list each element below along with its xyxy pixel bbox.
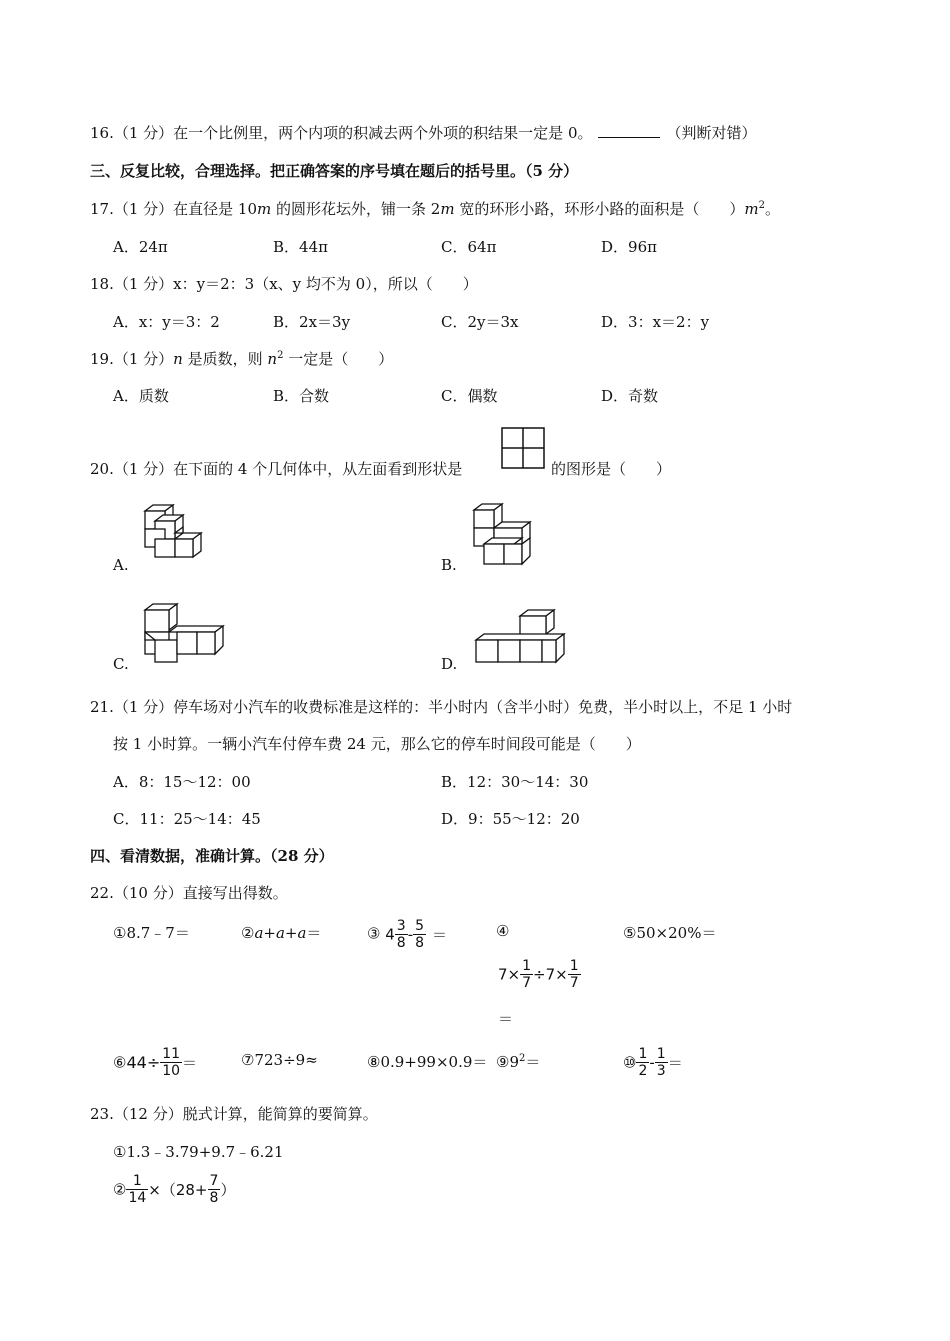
denominator: 10 (162, 1063, 181, 1079)
equals-sign: ＝ (667, 1054, 683, 1072)
numerator: 3 (396, 918, 406, 934)
q17-option-b[interactable]: B．44π (273, 238, 328, 256)
answer-blank[interactable] (598, 123, 660, 138)
q19-option-b[interactable]: B．合数 (273, 387, 330, 405)
numerator: 1 (569, 958, 579, 974)
cube-shape-d-icon (474, 608, 566, 666)
fraction (413, 918, 426, 951)
question-16 (90, 122, 757, 143)
fraction (568, 958, 581, 991)
question-23: 23.（12 分）脱式计算，能简算的要简算。 (90, 1105, 378, 1123)
numerator: 5 (415, 918, 425, 934)
q22-item-2-expr: a+a+a (254, 924, 307, 942)
numerator: 1 (638, 1046, 648, 1062)
q20-option-b-label[interactable]: B. (441, 556, 457, 574)
q23-item-2-mark: ② (113, 1180, 127, 1199)
q22-item-10 (623, 1046, 683, 1079)
minus-sign: - (407, 925, 414, 944)
q17-text-b: 的圆形花坛外，铺一条 2 (271, 200, 441, 218)
cube-shape-a-icon (143, 503, 203, 569)
minus-sign: - (649, 1053, 655, 1072)
q22-item-3-mark: ③ (367, 924, 381, 943)
q18-option-b[interactable]: B．2x＝3y (273, 313, 351, 331)
fraction (520, 958, 533, 991)
q17-unit-m: m (744, 200, 759, 218)
numerator: 1 (126, 1173, 148, 1190)
q18-option-c[interactable]: C．2y＝3x (441, 313, 519, 331)
q22-item-6 (113, 1046, 197, 1079)
question-20-text-b: 的图形是（ ） (551, 460, 672, 478)
q23-item-2 (113, 1173, 235, 1206)
equals-sign: ＝ (525, 1053, 541, 1071)
q22-item-6-expr: 44÷ (126, 1053, 161, 1072)
q22-item-7: ⑦723÷9≈ (241, 1051, 318, 1069)
q17-option-d[interactable]: D．96π (601, 238, 657, 256)
q19-text-a: 19.（1 分） (90, 350, 174, 368)
q22-item-9 (496, 1051, 540, 1072)
q17-text-c: 宽的环形小路，环形小路的面积是（ ） (454, 200, 745, 218)
q17-end: 。 (764, 200, 780, 218)
q21-option-d[interactable]: D．9：55～12：20 (441, 810, 580, 828)
denominator: 14 (128, 1190, 147, 1206)
equals-sign: ＝ (182, 1054, 198, 1072)
numerator: 1 (522, 958, 532, 974)
q21-option-b[interactable]: B．12：30～14：30 (441, 773, 589, 791)
q16-text: 16.（1 分）在一个比例里，两个内项的积减去两个外项的积结果一定是 0。 (90, 124, 593, 142)
q22-item-3 (367, 918, 447, 951)
cube-shape-b-icon (472, 502, 532, 568)
q16-tail: （判断对错） (666, 124, 757, 142)
q22-item-3-whole: 4 (385, 925, 395, 944)
q18-option-a[interactable]: A．x：y＝3：2 (113, 313, 220, 331)
q19-option-d[interactable]: D．奇数 (601, 387, 659, 405)
denominator: 2 (638, 1063, 648, 1079)
question-19 (90, 348, 393, 369)
q21-option-a[interactable]: A．8：15～12：00 (113, 773, 251, 791)
q23-item-2-expr: ×（28+ (148, 1181, 208, 1199)
numerator: 7 (209, 1173, 219, 1189)
q22-item-4-part-a: 7× (498, 965, 521, 984)
q20-option-a-label[interactable]: A. (113, 556, 129, 574)
fraction (208, 1173, 221, 1206)
q22-item-2-mark: ② (241, 924, 255, 942)
closing-paren: ） (220, 1181, 236, 1199)
q17-option-c[interactable]: C．64π (441, 238, 497, 256)
q17-sup: 2 (758, 200, 765, 211)
q17-unit-m: m (440, 200, 455, 218)
q19-option-c[interactable]: C．偶数 (441, 387, 498, 405)
denominator: 7 (569, 975, 579, 991)
section-3-title: 三、反复比较，合理选择。把正确答案的序号填在题后的括号里。（5 分） (90, 162, 579, 180)
q19-text-b: 是质数，则 (182, 350, 268, 368)
q17-unit-m: m (257, 200, 272, 218)
q22-item-8: ⑧0.9+99×0.9＝ (367, 1053, 488, 1071)
numerator: 1 (656, 1046, 666, 1062)
fraction (395, 918, 408, 951)
question-21-line-1: 21.（1 分）停车场对小汽车的收费标准是这样的：半小时内（含半小时）免费，半小时以上，不足 1 小时 (90, 698, 793, 716)
q22-item-2-eq: ＝ (306, 924, 322, 942)
q22-item-10-mark: ⑩ (623, 1053, 637, 1072)
section-4-title: 四、看清数据，准确计算。（28 分） (90, 847, 334, 865)
denominator: 8 (415, 935, 425, 951)
q19-var-n: n (173, 350, 183, 368)
q22-item-1: ①8.7﹣7＝ (113, 924, 190, 942)
left-view-square-grid-icon (501, 427, 545, 469)
q22-item-4-part-b: ÷7× (533, 965, 568, 984)
numerator: 11 (162, 1046, 181, 1062)
fraction (636, 1046, 649, 1079)
q22-item-9-base: ⑨9 (496, 1053, 519, 1071)
question-18: 18.（1 分）x：y＝2：3（x、y 均不为 0），所以（ ） (90, 275, 478, 293)
question-22: 22.（10 分）直接写出得数。 (90, 884, 288, 902)
q20-option-d-label[interactable]: D. (441, 655, 458, 673)
denominator: 8 (209, 1190, 219, 1206)
q22-item-4-eq: ＝ (498, 1010, 514, 1028)
q19-option-a[interactable]: A．质数 (113, 387, 169, 405)
q22-item-5: ⑤50×20%＝ (623, 924, 717, 942)
q17-text-a: 17.（1 分）在直径是 10 (90, 200, 258, 218)
q19-sup: 2 (277, 350, 284, 361)
q22-item-6-mark: ⑥ (113, 1053, 127, 1072)
fraction (126, 1173, 148, 1206)
question-17 (90, 198, 780, 219)
q20-option-c-label[interactable]: C. (113, 655, 129, 673)
cube-shape-c-icon (143, 602, 225, 668)
q23-item-1: ①1.3﹣3.79+9.7﹣6.21 (113, 1143, 284, 1161)
question-20-text-a: 20.（1 分）在下面的 4 个几何体中，从左面看到形状是 (90, 460, 463, 478)
denominator: 8 (396, 935, 406, 951)
q18-option-d[interactable]: D．3：x＝2：y (601, 313, 710, 331)
denominator: 7 (522, 975, 532, 991)
q22-item-4-mark: ④ (496, 922, 510, 940)
q22-item-4-expr (498, 958, 581, 991)
fraction (655, 1046, 668, 1079)
q21-option-c[interactable]: C．11：25～14：45 (113, 810, 261, 828)
q19-text-c: 一定是（ ） (283, 350, 394, 368)
q22-item-2 (241, 922, 321, 943)
q22-item-9-sup: 2 (519, 1053, 526, 1064)
q17-option-a[interactable]: A．24π (113, 238, 168, 256)
question-21-line-2: 按 1 小时算。一辆小汽车付停车费 24 元，那么它的停车时间段可能是（ ） (113, 735, 641, 753)
q19-var-n: n (267, 350, 278, 368)
denominator: 3 (656, 1063, 666, 1079)
fraction (160, 1046, 182, 1079)
equals-sign: ＝ (432, 926, 448, 944)
